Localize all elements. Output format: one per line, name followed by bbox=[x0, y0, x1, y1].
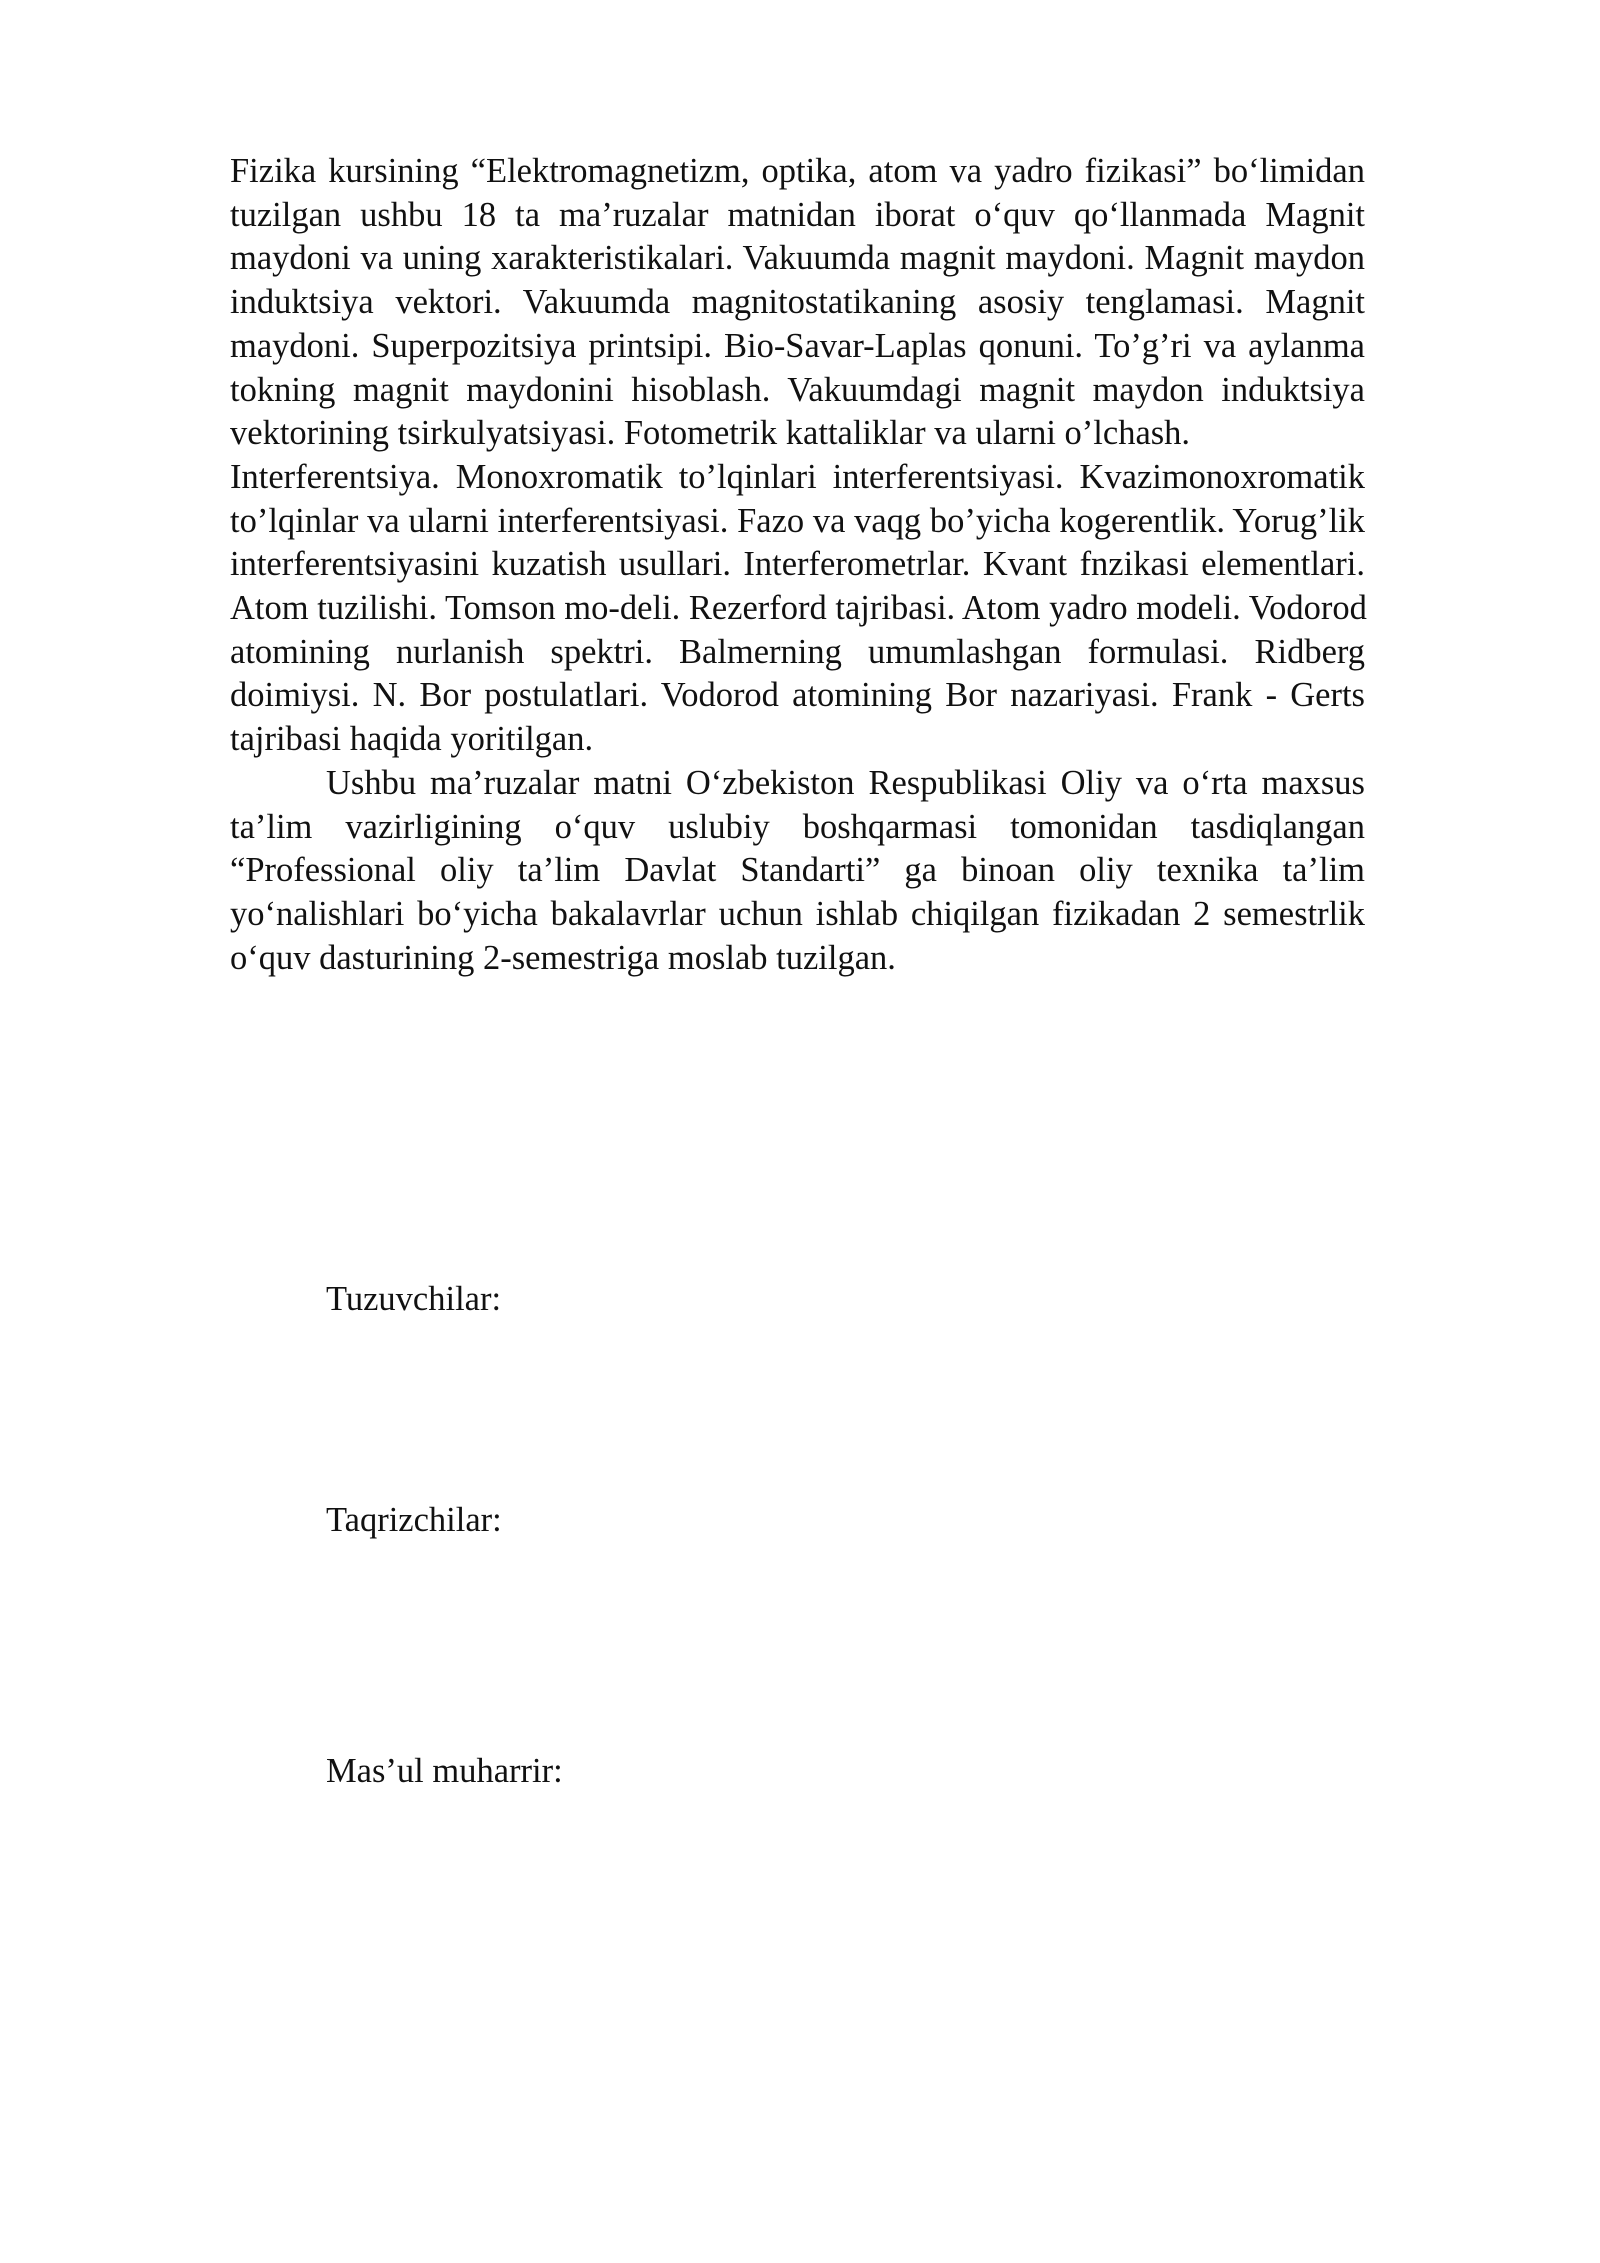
text-line: induktsiya vektori. Vakuumda magnitostatikaning asosiy tenglamasi. Magnit bbox=[230, 283, 1365, 322]
text-line: Fizika kursining “Elektromagnetizm, optika, atom va yadro fizikasi” bo‘limidan bbox=[230, 152, 1365, 190]
text-line: tuzilgan ushbu 18 ta ma’ruzalar matnidan iborat o‘quv qo‘llanmada Magnit bbox=[230, 195, 1365, 234]
text-line: interferentsiyasini kuzatish usullari. Interferometrlar. Kvant fnzikasi elementlari. bbox=[230, 545, 1365, 584]
text-line: Atom tuzilishi. Tomson mo-deli. Rezerford tajribasi. Atom yadro modeli. Vodorod bbox=[230, 589, 1367, 628]
text-line: ta’lim vazirligining o‘quv uslubiy boshqarmasi tomonidan tasdiqlangan bbox=[230, 807, 1365, 846]
text-line: vektorining tsirkulyatsiyasi. Fotometrik kattaliklar va ularni o’lchash. bbox=[230, 414, 1191, 453]
text-line: maydoni va uning xarakteristikalari. Vakuumda magnit maydoni. Magnit maydon bbox=[230, 239, 1365, 278]
text-line: Interferentsiya. Monoxromatik to’lqinlari interferentsiyasi. Kvazimonoxromatik bbox=[230, 457, 1365, 496]
compilers-label: Tuzuvchilar: bbox=[326, 1280, 502, 1318]
text-line: “Professional oliy ta’lim Davlat Standarti” ga binoan oliy texnika ta’lim bbox=[230, 851, 1365, 890]
body-text bbox=[230, 150, 1365, 980]
text-line: tajribasi haqida yoritilgan. bbox=[230, 720, 594, 759]
editor-label: Mas’ul muharrir: bbox=[326, 1752, 563, 1790]
text-line: atomining nurlanish spektri. Balmerning umumlashgan formulasi. Ridberg bbox=[230, 632, 1365, 671]
text-line: o‘quv dasturining 2-semestriga moslab tuzilgan. bbox=[230, 938, 896, 977]
text-line: tokning magnit maydonini hisoblash. Vakuumdagi magnit maydon induktsiya bbox=[230, 370, 1365, 409]
text-line: yo‘nalishlari bo‘yicha bakalavrlar uchun ishlab chiqilgan fizikadan 2 semestrlik bbox=[230, 894, 1365, 933]
text-line: to’lqinlar va ularni interferentsiyasi. Fazo va vaqg bo’yicha kogerentlik. Yorug’lik bbox=[230, 501, 1365, 540]
reviewers-label: Taqrizchilar: bbox=[326, 1501, 502, 1539]
text-line: Ushbu ma’ruzalar matni O‘zbekiston Respublikasi Oliy va o‘rta maxsus bbox=[326, 763, 1365, 802]
text-line: maydoni. Superpozitsiya printsipi. Bio-Savar-Laplas qonuni. To’g’ri va aylanma bbox=[230, 326, 1365, 365]
text-line: doimiysi. N. Bor postulatlari. Vodorod atomining Bor nazariyasi. Frank - Gerts bbox=[230, 676, 1365, 715]
